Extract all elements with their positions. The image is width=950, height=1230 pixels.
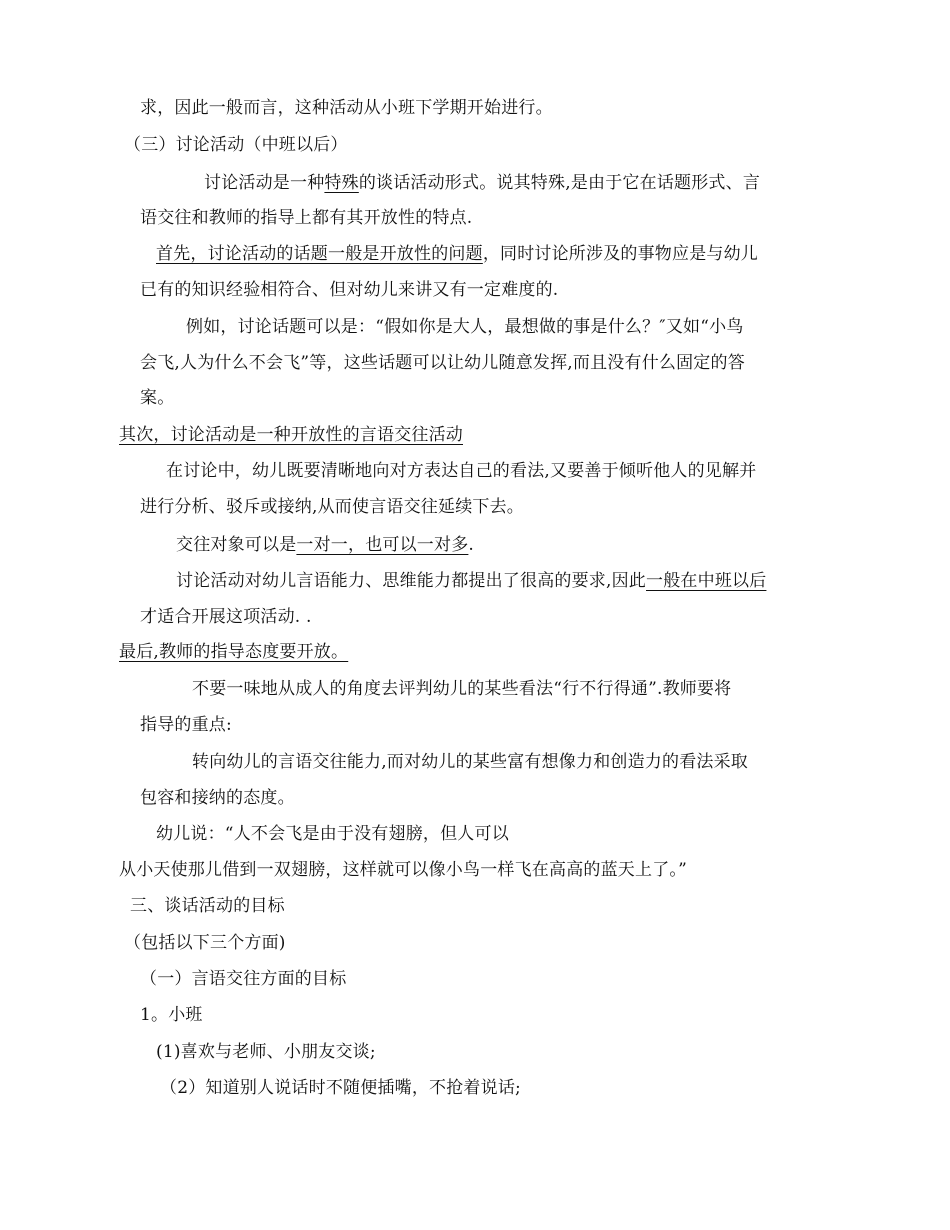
text-line: 会飞,人为什么不会飞”等，这些话题可以让幼儿随意发挥,而且没有什么固定的答 (140, 353, 745, 373)
text-line (176, 533, 474, 557)
text-line (156, 242, 758, 266)
subsection-heading: （一）言语交往方面的目标 (140, 969, 347, 989)
text-run: 的谈话活动形式。说其特殊,是由于它在话题形式、言 (358, 173, 761, 193)
section-heading: 三、谈话活动的目标 (130, 896, 285, 916)
text-line: 求，因此一般而言，这种活动从小班下学期开始进行。 (140, 98, 553, 118)
text-line: 才适合开展这项活动. . (140, 607, 312, 627)
list-item: (1)喜欢与老师、小朋友交谈; (156, 1042, 376, 1062)
text-line: 幼儿说：“人不会飞是由于没有翅膀，但人可以 (156, 824, 509, 844)
text-line (176, 569, 766, 593)
underlined-text: 特殊 (324, 173, 359, 193)
text-run: 交往对象可以是 (176, 535, 297, 555)
text-line: 指导的重点: (140, 715, 232, 735)
text-line: 语交往和教师的指导上都有其开放性的特点. (140, 208, 473, 228)
underlined-text: 一对一，也可以一对多 (296, 535, 469, 555)
underlined-heading: 其次，讨论活动是一种开放性的言语交往活动 (119, 425, 463, 445)
text-line: 在讨论中，幼儿既要清晰地向对方表达自己的看法,又要善于倾听他人的见解并 (166, 461, 757, 481)
text-line: 进行分析、驳斥或接纳,从而使言语交往延续下去。 (140, 497, 525, 517)
text-line: （包括以下三个方面) (124, 933, 286, 953)
text-run: 讨论活动对幼儿言语能力、思维能力都提出了很高的要求,因此 (176, 571, 647, 591)
text-line: 包容和接纳的态度。 (140, 788, 295, 808)
text-run: 讨论活动是一种 (204, 173, 325, 193)
text-run: ，同时讨论所涉及的事物应是与幼儿 (482, 244, 759, 264)
section-heading: （三）讨论活动（中班以后） (124, 135, 348, 155)
text-line: 不要一味地从成人的角度去评判幼儿的某些看法“行不行得通”.教师要将 (192, 679, 732, 699)
underlined-heading: 最后,教师的指导态度要开放。 (119, 642, 349, 662)
text-line: 案。 (140, 388, 175, 408)
underlined-text: 首先，讨论活动的话题一般是开放性的问题 (156, 244, 483, 264)
list-heading: 1。小班 (140, 1005, 203, 1025)
text-line: 从小天使那儿借到一双翅膀，这样就可以像小鸟一样飞在高高的蓝天上了。” (119, 860, 687, 880)
text-line: 例如，讨论话题可以是：“假如你是大人，最想做的事是什么？″又如“小鸟 (186, 317, 744, 337)
underlined-text: 一般在中班以后 (646, 571, 767, 591)
text-line: 已有的知识经验相符合、但对幼儿来讲又有一定难度的. (140, 280, 559, 300)
list-item: （2）知道别人说话时不随便插嘴，不抢着说话; (160, 1078, 521, 1098)
text-run: . (468, 535, 475, 555)
text-line (204, 171, 760, 195)
text-line: 转向幼儿的言语交往能力,而对幼儿的某些富有想像力和创造力的看法采取 (192, 752, 749, 772)
